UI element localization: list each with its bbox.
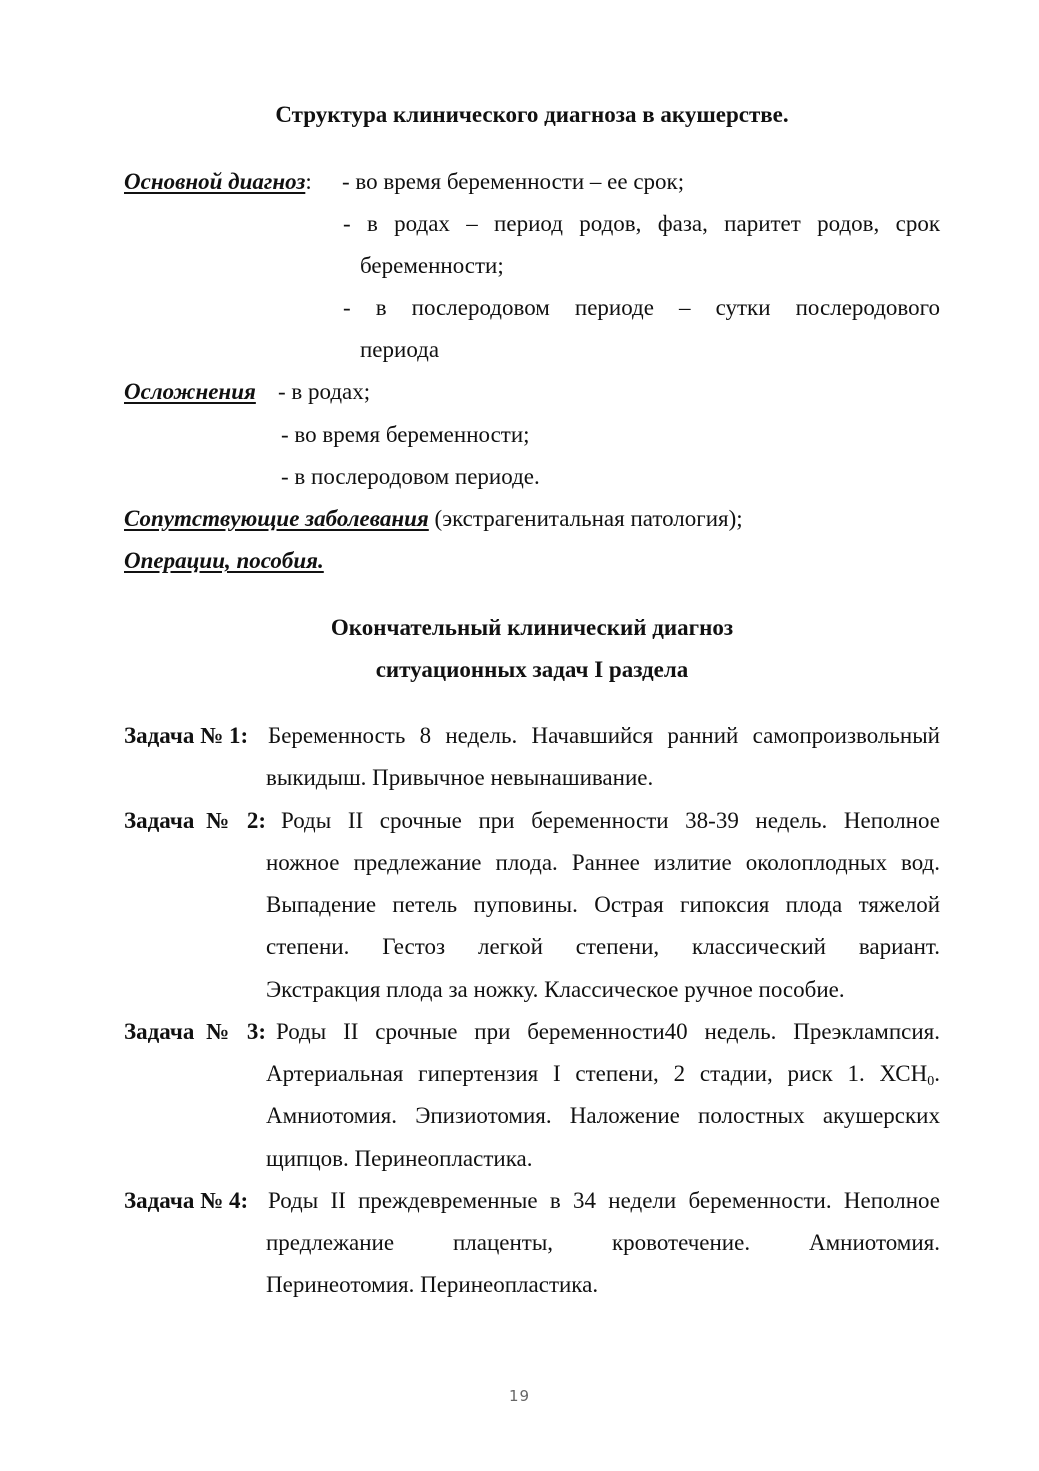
- page-title: Структура клинического диагноза в акушерстве.: [275, 102, 789, 127]
- complications-item-2: - во время беременности;: [281, 422, 530, 447]
- complications-item-1: - в родах;: [278, 379, 371, 404]
- task-2-line-3: Выпадение петель пуповины. Острая гипоксия плода тяжелой: [266, 892, 940, 917]
- task-3-line-4: щипцов. Перинеопластика.: [266, 1146, 533, 1171]
- final-diagnosis-title-line-1: Окончательный клинический диагноз: [330, 615, 734, 640]
- task-2-line-5: Экстракция плода за ножку. Классическое ручное пособие.: [266, 977, 845, 1002]
- task-4-line-1: Роды II преждевременные в 34 недели беременности. Неполное: [268, 1188, 940, 1213]
- task-1-line-1: Беременность 8 недель. Начавшийся ранний самопроизвольный: [268, 723, 940, 748]
- task-3-line-1: Роды II срочные при беременности40 недель. Преэклампсия.: [276, 1019, 940, 1044]
- main-diagnosis-item-2-line-1: - в родах – период родов, фаза, паритет родов, срок: [343, 211, 940, 236]
- main-diagnosis-item-3-line-2: периода: [360, 337, 440, 362]
- concomitant-diseases-label: Сопутствующие заболевания: [124, 506, 429, 531]
- main-diagnosis-colon: :: [305, 169, 312, 194]
- complications-label: Осложнения: [124, 379, 256, 404]
- task-2-line-1: Роды II срочные при беременности 38-39 недель. Неполное: [281, 808, 940, 833]
- task-2-line-2: ножное предлежание плода. Раннее излитие околоплодных вод.: [266, 850, 940, 875]
- concomitant-diseases-row: [124, 504, 743, 534]
- task-4-line-3: Перинеотомия. Перинеопластика.: [266, 1272, 599, 1297]
- main-diagnosis-label: Основной диагноз: [124, 169, 306, 194]
- concomitant-diseases-text: (экстрагенитальная патология);: [428, 506, 743, 531]
- task-4-label: Задача № 4:: [124, 1188, 249, 1213]
- task-2-line-4: степени. Гестоз легкой степени, классический вариант.: [266, 934, 940, 959]
- main-diagnosis-item-2-line-2: беременности;: [360, 253, 504, 278]
- task-1-line-2: выкидыш. Привычное невынашивание.: [266, 765, 654, 790]
- complications-item-3: - в послеродовом периоде.: [281, 464, 540, 489]
- main-diagnosis-row: [124, 167, 312, 197]
- task-4-line-2: предлежание плаценты, кровотечение. Амниотомия.: [266, 1230, 940, 1255]
- task-3-line-3: Амниотомия. Эпизиотомия. Наложение полостных акушерских: [266, 1103, 940, 1128]
- main-diagnosis-item-3-line-1: - в послеродовом периоде – сутки послеродового: [343, 295, 940, 320]
- page-number: 19: [508, 1387, 531, 1405]
- operations-label: Операции, пособия.: [124, 548, 324, 573]
- task-2-label: Задача № 2:: [124, 808, 266, 833]
- task-3-label: Задача № 3:: [124, 1019, 266, 1044]
- task-1-label: Задача № 1:: [124, 723, 249, 748]
- task-3-line-2: Артериальная гипертензия I степени, 2 стадии, риск 1. $ХСН_0$.: [266, 1061, 940, 1089]
- main-diagnosis-item-1: - во время беременности – ее срок;: [342, 169, 685, 194]
- final-diagnosis-title-line-2: ситуационных задач I раздела: [375, 657, 689, 682]
